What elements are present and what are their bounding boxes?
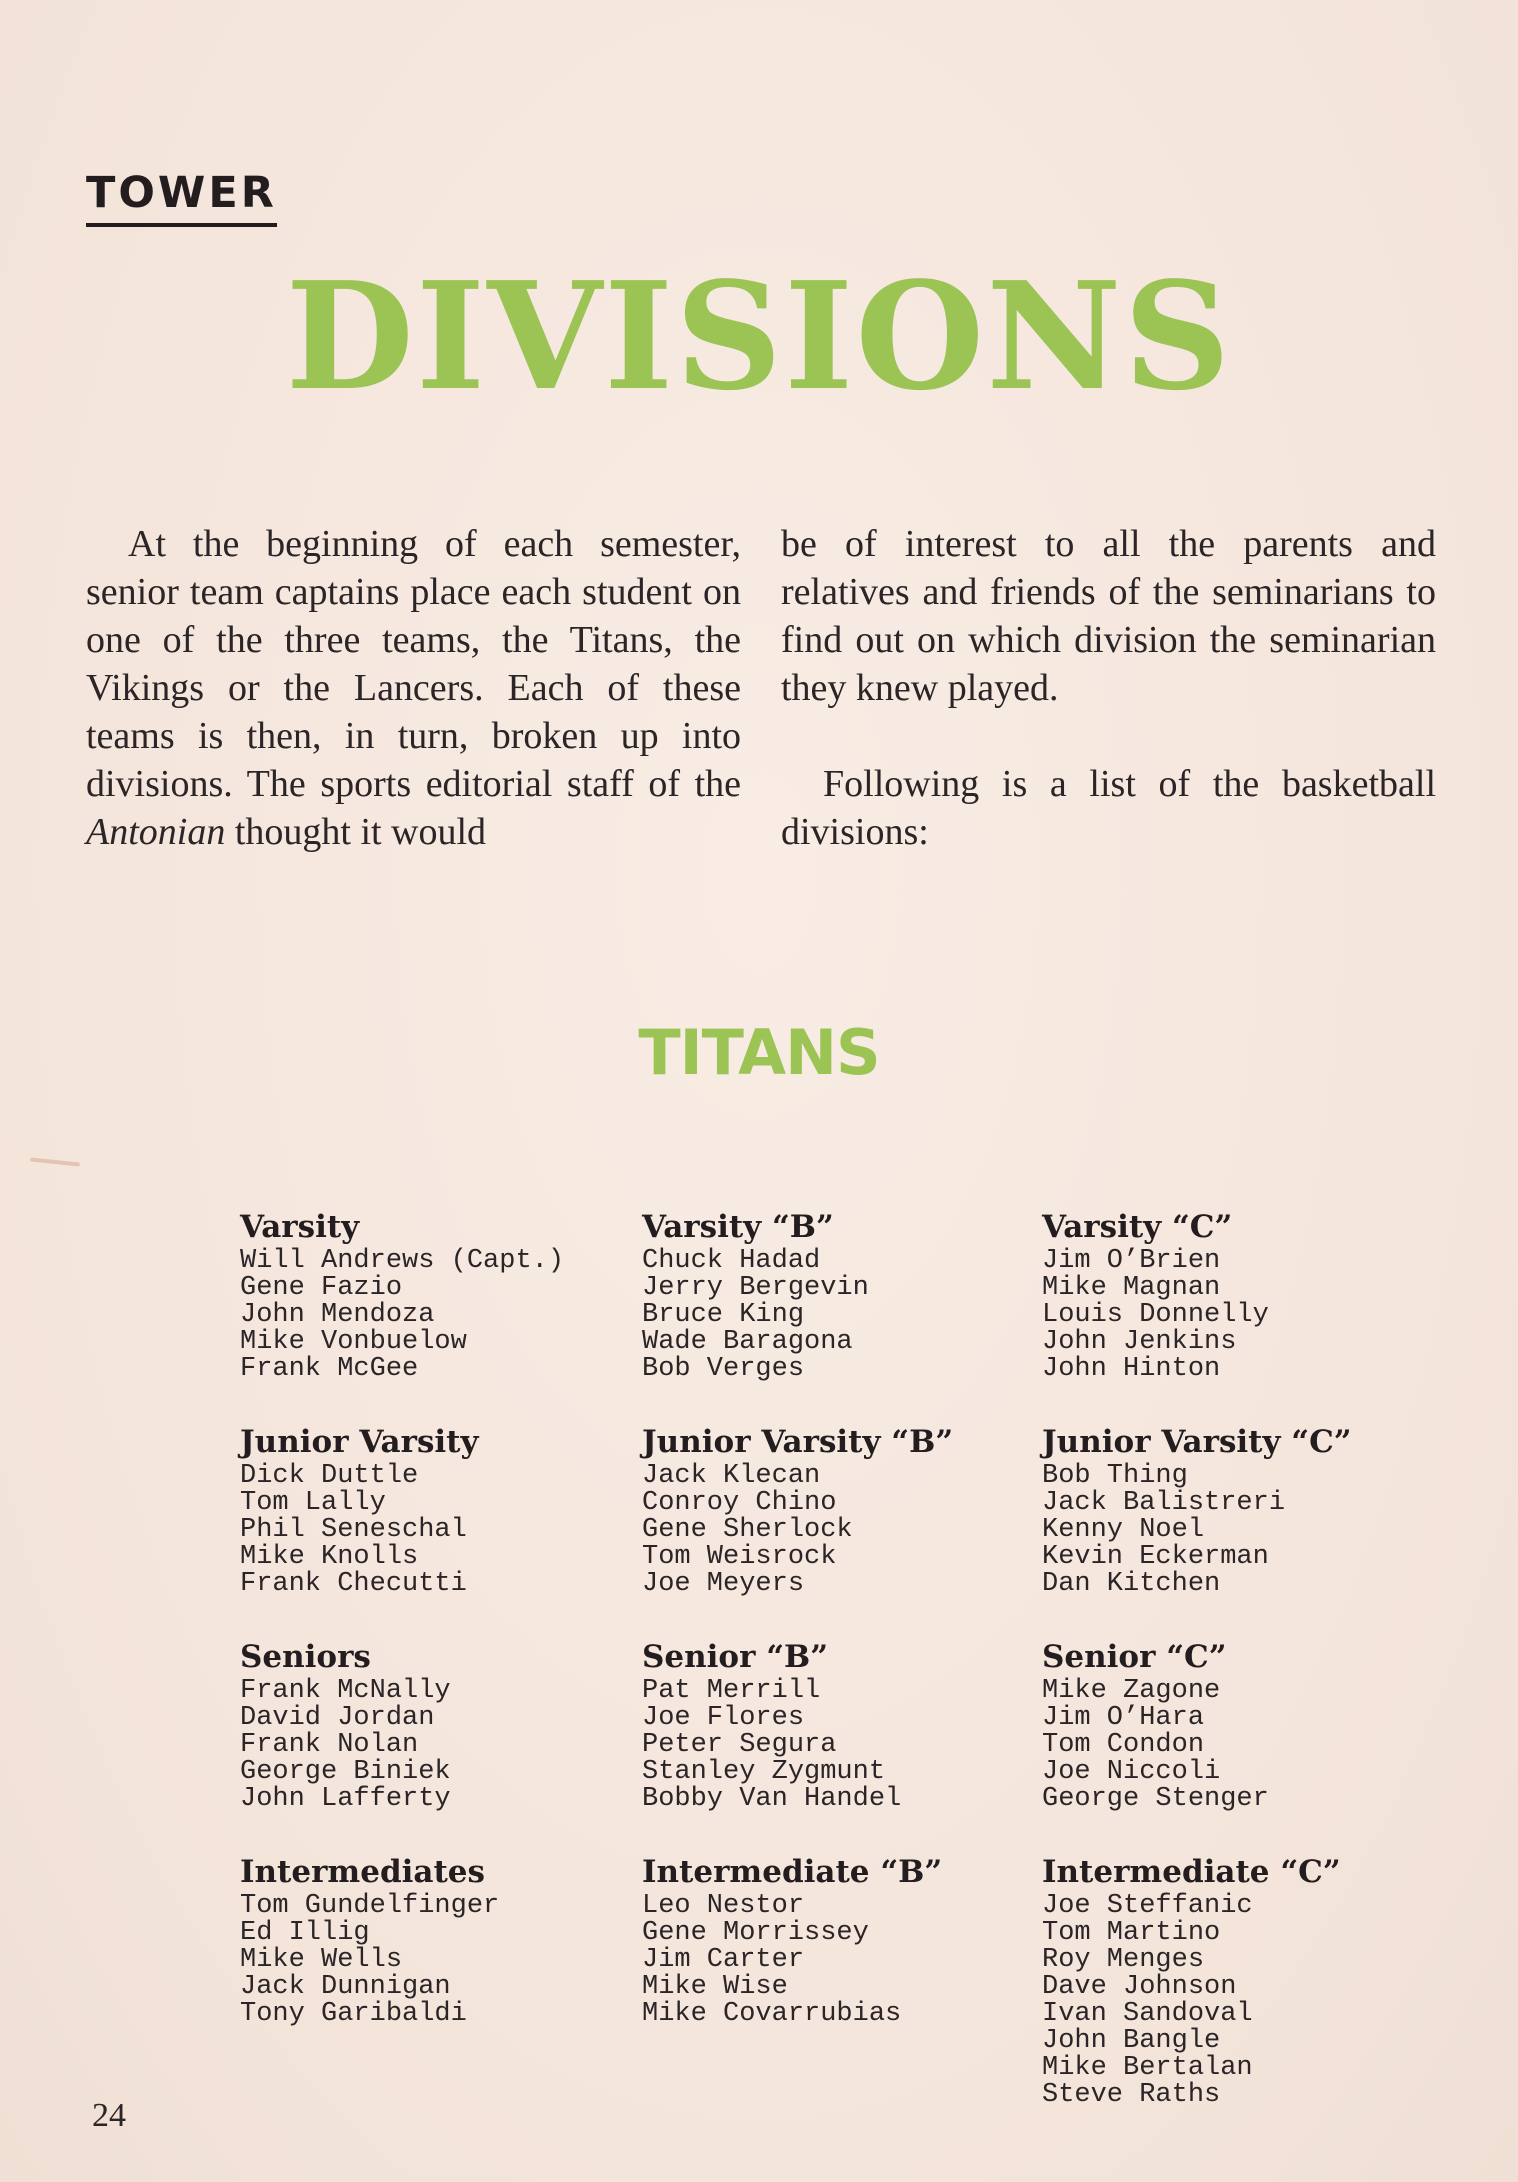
player-name: Frank McNally xyxy=(240,1676,451,1706)
intro-paragraph-1-continued: be of interest to all the parents and relatives and friends of the seminarians to find out on which division the seminarian they knew played. xyxy=(781,523,1436,709)
division-heading: Junior Varsity xyxy=(240,1424,479,1460)
player-name: Mike Covarrubias xyxy=(642,1999,902,2029)
player-name: Stanley Zygmunt xyxy=(642,1757,886,1787)
page-title: DIVISIONS xyxy=(285,249,1233,423)
player-name: Dick Duttle xyxy=(240,1461,419,1491)
player-list xyxy=(1042,1463,1422,1598)
player-name: Tom Weisrock xyxy=(642,1542,837,1572)
paper-mark xyxy=(30,1157,80,1166)
player-name: George Stenger xyxy=(1042,1784,1269,1814)
player-name: Jack Dunnigan xyxy=(240,1972,451,2002)
player-list xyxy=(240,1893,642,2028)
player-name: Frank McGee xyxy=(240,1354,419,1384)
intro-paragraph-2: Following is a list of the basketball divisions: xyxy=(781,763,1436,853)
division-heading: Senior “B” xyxy=(642,1639,829,1675)
player-name: Jim O’Hara xyxy=(1042,1703,1205,1733)
division-heading: Varsity “B” xyxy=(642,1209,834,1245)
player-name: Wade Baragona xyxy=(642,1327,853,1357)
player-name: Joe Flores xyxy=(642,1703,805,1733)
player-name: Jack Balistreri xyxy=(1042,1488,1286,1518)
player-list xyxy=(642,1893,1042,2028)
player-list xyxy=(240,1678,642,1813)
section-label: TOWER xyxy=(86,170,277,227)
player-name: Ivan Sandoval xyxy=(1042,1999,1253,2029)
player-name: Frank Checutti xyxy=(240,1569,467,1599)
intro-left-column xyxy=(86,520,741,856)
player-name: Bob Thing xyxy=(1042,1461,1188,1491)
player-name: John Hinton xyxy=(1042,1354,1221,1384)
player-name: Mike Zagone xyxy=(1042,1676,1221,1706)
intro-left-text: At the beginning of each semester, senior team captains place each student on one of the three teams, the Titans, the Vikings or the Lancers. Each of these teams is then, in turn, broken up into divisions. The sports editorial staff of the xyxy=(86,523,741,805)
division-heading: Senior “C” xyxy=(1042,1639,1227,1675)
division-block xyxy=(1042,1853,1422,2109)
player-name: Gene Fazio xyxy=(240,1273,403,1303)
player-name: Joe Meyers xyxy=(642,1569,805,1599)
player-name: Kevin Eckerman xyxy=(1042,1542,1269,1572)
player-list xyxy=(240,1248,642,1383)
division-block xyxy=(1042,1208,1422,1383)
division-block xyxy=(240,1853,642,2109)
division-heading: Junior Varsity “B” xyxy=(642,1424,954,1460)
division-block xyxy=(240,1423,642,1598)
player-name: Frank Nolan xyxy=(240,1730,419,1760)
player-name: Dave Johnson xyxy=(1042,1972,1237,2002)
player-list xyxy=(240,1463,642,1598)
player-name: Joe Steffanic xyxy=(1042,1891,1253,1921)
player-name: Leo Nestor xyxy=(642,1891,805,1921)
intro-text xyxy=(86,520,1436,856)
player-name: Mike Magnan xyxy=(1042,1273,1221,1303)
player-name: John Lafferty xyxy=(240,1784,451,1814)
player-name: Peter Segura xyxy=(642,1730,837,1760)
player-list xyxy=(1042,1678,1422,1813)
player-name: Steve Raths xyxy=(1042,2080,1221,2110)
player-name: Tony Garibaldi xyxy=(240,1999,467,2029)
player-name: Tom Gundelfinger xyxy=(240,1891,500,1921)
player-list xyxy=(642,1463,1042,1598)
player-list xyxy=(642,1248,1042,1383)
player-name: John Jenkins xyxy=(1042,1327,1237,1357)
player-name: Conroy Chino xyxy=(642,1488,837,1518)
player-name: Mike Vonbuelow xyxy=(240,1327,467,1357)
page-number: 24 xyxy=(92,2097,126,2134)
player-list xyxy=(1042,1248,1422,1383)
intro-left-text-end: thought it would xyxy=(225,811,487,853)
player-name: Bruce King xyxy=(642,1300,805,1330)
player-name: Tom Condon xyxy=(1042,1730,1205,1760)
player-name: Jack Klecan xyxy=(642,1461,821,1491)
player-name: John Mendoza xyxy=(240,1300,435,1330)
player-name: Pat Merrill xyxy=(642,1676,821,1706)
player-name: Kenny Noel xyxy=(1042,1515,1205,1545)
player-name: Joe Niccoli xyxy=(1042,1757,1221,1787)
player-name: Bob Verges xyxy=(642,1354,805,1384)
division-heading: Junior Varsity “C” xyxy=(1042,1424,1352,1460)
divisions-grid xyxy=(240,1208,1440,2109)
division-block xyxy=(642,1638,1042,1813)
publication-name: Antonian xyxy=(86,811,226,853)
player-name: John Bangle xyxy=(1042,2026,1221,2056)
player-name: David Jordan xyxy=(240,1703,435,1733)
division-heading: Seniors xyxy=(240,1639,371,1675)
player-list xyxy=(642,1678,1042,1813)
division-heading: Varsity xyxy=(240,1209,360,1245)
player-name: George Biniek xyxy=(240,1757,451,1787)
player-name: Tom Lally xyxy=(240,1488,386,1518)
division-block xyxy=(642,1853,1042,2109)
player-name: Mike Wells xyxy=(240,1945,403,1975)
player-name: Gene Morrissey xyxy=(642,1918,869,1948)
intro-paragraph-1 xyxy=(86,520,741,856)
division-heading: Varsity “C” xyxy=(1042,1209,1233,1245)
player-name: Jerry Bergevin xyxy=(642,1273,869,1303)
division-heading: Intermediates xyxy=(240,1854,485,1890)
player-name: Louis Donnelly xyxy=(1042,1300,1269,1330)
division-block xyxy=(240,1208,642,1383)
team-title: TITANS xyxy=(638,1016,880,1089)
player-name: Chuck Hadad xyxy=(642,1246,821,1276)
player-name: Mike Wise xyxy=(642,1972,788,2002)
division-block xyxy=(642,1208,1042,1383)
player-name: Phil Seneschal xyxy=(240,1515,467,1545)
player-name: Gene Sherlock xyxy=(642,1515,853,1545)
player-list xyxy=(1042,1893,1422,2109)
player-name: Jim O’Brien xyxy=(1042,1246,1221,1276)
player-name: Roy Menges xyxy=(1042,1945,1205,1975)
division-heading: Intermediate “C” xyxy=(1042,1854,1341,1890)
division-block xyxy=(1042,1638,1422,1813)
player-name: Jim Carter xyxy=(642,1945,805,1975)
player-name: Tom Martino xyxy=(1042,1918,1221,1948)
intro-right-column xyxy=(781,520,1436,856)
player-name: Will Andrews (Capt.) xyxy=(240,1246,565,1276)
player-name: Mike Knolls xyxy=(240,1542,419,1572)
division-block xyxy=(1042,1423,1422,1598)
player-name: Dan Kitchen xyxy=(1042,1569,1221,1599)
division-block xyxy=(240,1638,642,1813)
division-heading: Intermediate “B” xyxy=(642,1854,943,1890)
division-block xyxy=(642,1423,1042,1598)
player-name: Bobby Van Handel xyxy=(642,1784,902,1814)
player-name: Mike Bertalan xyxy=(1042,2053,1253,2083)
player-name: Ed Illig xyxy=(240,1918,370,1948)
